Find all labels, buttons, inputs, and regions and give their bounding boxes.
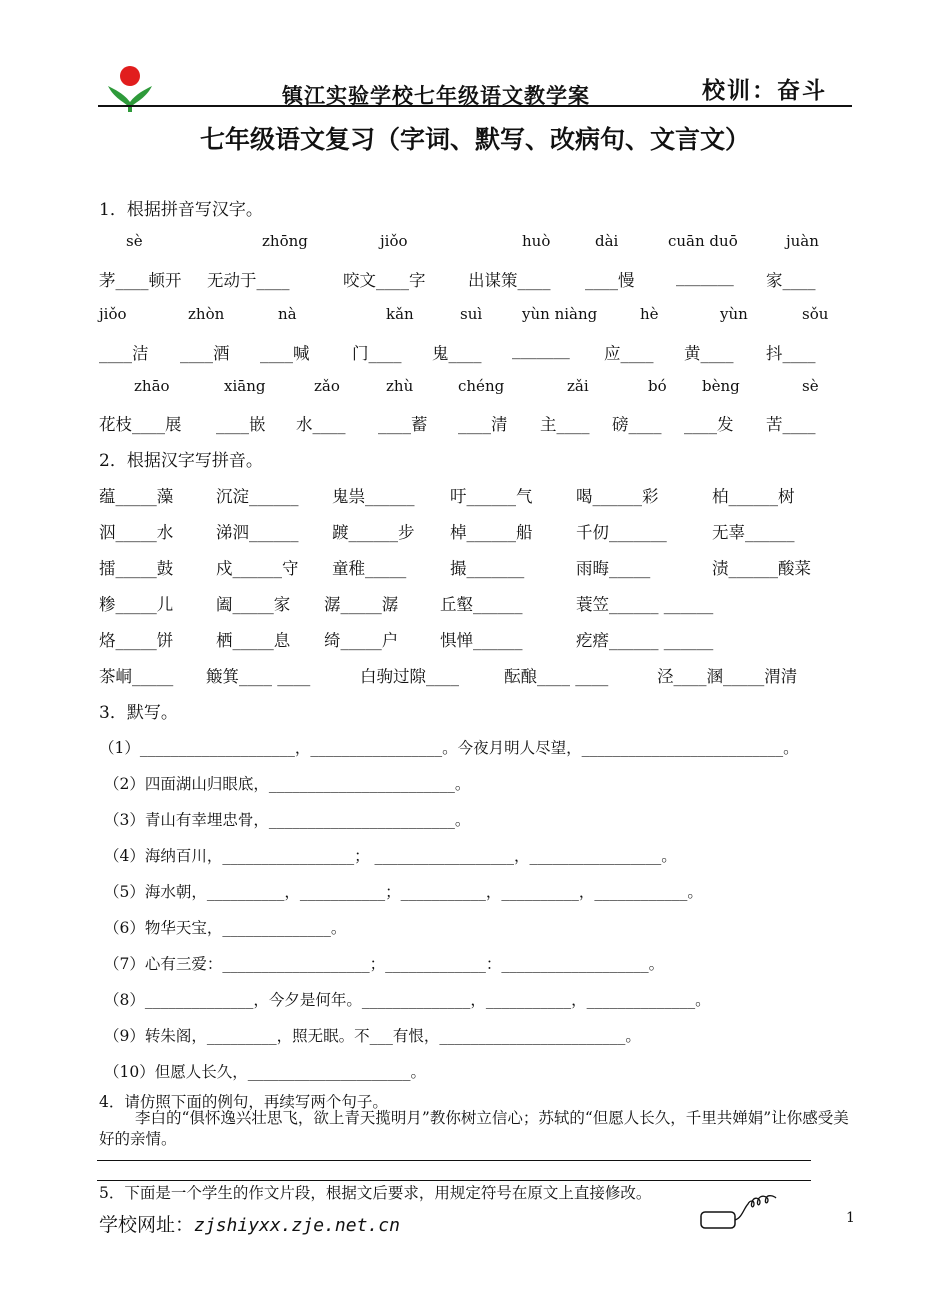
- fill-blank[interactable]: 鬼____: [432, 344, 482, 363]
- document-title: 七年级语文复习（字词、默写、改病句、文言文）: [199, 125, 750, 154]
- fill-blank[interactable]: 苦____: [766, 415, 816, 434]
- school-motto: 校训：奋斗: [702, 77, 827, 104]
- fill-blank[interactable]: 喝______彩: [576, 487, 659, 506]
- fill-blank[interactable]: 棹______船: [450, 523, 533, 542]
- fill-blank[interactable]: 阖_____家: [216, 595, 291, 614]
- answer-line[interactable]: [97, 1160, 811, 1161]
- fill-blank[interactable]: 无辜______: [712, 523, 795, 542]
- fill-blank[interactable]: 烙_____饼: [99, 631, 174, 650]
- fill-blank[interactable]: 黄____: [684, 344, 734, 363]
- section3-title: 3．默写。: [99, 703, 178, 723]
- recitation-line[interactable]: （10）但愿人长久，_____________________。: [104, 1063, 426, 1081]
- recitation-line[interactable]: （8）______________，今夕是何年。______________，___________，______________。: [104, 991, 711, 1009]
- recitation-line[interactable]: （6）物华天宝，______________。: [104, 919, 347, 937]
- fill-blank[interactable]: 沉淀______: [216, 487, 299, 506]
- section5-title: 5．下面是一个学生的作文片段，根据文后要求，用规定符号在原文上直接修改。: [99, 1184, 652, 1202]
- pinyin: yùn: [720, 305, 748, 323]
- fill-blank[interactable]: 茅____顿开: [99, 271, 182, 290]
- fill-blank[interactable]: 簸箕____ ____: [206, 667, 311, 686]
- pinyin: chéng: [458, 377, 505, 395]
- fill-blank[interactable]: ____清: [458, 415, 508, 434]
- pinyin: bó: [648, 377, 667, 395]
- recitation-line[interactable]: （4）海纳百川，_________________； __________________，_________________。: [104, 847, 677, 865]
- pinyin: jiǒo: [380, 232, 408, 250]
- fill-blank[interactable]: 千仞_______: [576, 523, 667, 542]
- fill-blank[interactable]: ____酒: [180, 344, 230, 363]
- pinyin: cuān duō: [668, 232, 738, 250]
- fill-blank[interactable]: 潺_____潺: [324, 595, 399, 614]
- section1-title: 1．根据拼音写汉字。: [99, 200, 263, 220]
- pinyin: suì: [460, 305, 483, 323]
- header-divider: [98, 105, 852, 107]
- fill-blank[interactable]: 撮_______: [450, 559, 525, 578]
- fill-blank[interactable]: 泅_____水: [99, 523, 174, 542]
- school-header-title: 镇江实验学校七年级语文教学案: [282, 83, 590, 108]
- fill-blank[interactable]: 门____: [352, 344, 402, 363]
- fill-blank[interactable]: ____洁: [99, 344, 149, 363]
- pinyin: hè: [640, 305, 659, 323]
- fill-blank[interactable]: 无动于____: [207, 271, 290, 290]
- fill-blank[interactable]: 茶峒_____: [99, 667, 174, 686]
- recitation-line[interactable]: （1）____________________，_________________。今夜月明人尽望，__________________________。: [99, 739, 799, 757]
- website-label: 学校网址：: [99, 1214, 195, 1236]
- fill-blank[interactable]: ____蓄: [378, 415, 428, 434]
- fill-blank[interactable]: 涕泗______: [216, 523, 299, 542]
- fill-blank[interactable]: 吁______气: [450, 487, 533, 506]
- fill-blank[interactable]: 主____: [540, 415, 590, 434]
- recitation-line[interactable]: （2）四面湖山归眼底，________________________。: [104, 775, 471, 793]
- pinyin: zhù: [386, 377, 414, 395]
- fill-blank[interactable]: _______: [512, 340, 570, 359]
- pinyin: yùn niàng: [522, 305, 598, 323]
- fill-blank[interactable]: 应____: [604, 344, 654, 363]
- fill-blank[interactable]: 绮_____户: [324, 631, 399, 650]
- fill-blank[interactable]: 酝酿____ ____: [504, 667, 609, 686]
- fill-blank[interactable]: 泾____溷_____渭清: [657, 667, 798, 686]
- recitation-line[interactable]: （5）海水朝，__________，___________；___________，__________，____________。: [104, 883, 703, 901]
- fill-blank[interactable]: 抖____: [766, 344, 816, 363]
- recitation-line[interactable]: （3）青山有幸埋忠骨，________________________。: [104, 811, 471, 829]
- fill-blank[interactable]: 擂_____鼓: [99, 559, 174, 578]
- fill-blank[interactable]: 戍______守: [216, 559, 299, 578]
- fill-blank[interactable]: 蕴_____藻: [99, 487, 174, 506]
- page-number: 1: [846, 1210, 855, 1226]
- fill-blank[interactable]: ____慢: [585, 271, 635, 290]
- fill-blank[interactable]: ____发: [684, 415, 734, 434]
- fill-blank[interactable]: 白驹过隙____: [360, 667, 459, 686]
- fill-blank[interactable]: 鬼祟______: [332, 487, 415, 506]
- fill-blank[interactable]: 咬文____字: [343, 271, 426, 290]
- recitation-line[interactable]: （9）转朱阁，_________，照无眠。不___有恨，________________________。: [104, 1027, 641, 1045]
- fill-blank[interactable]: 糁_____儿: [99, 595, 174, 614]
- pinyin: dài: [595, 232, 619, 250]
- recitation-line[interactable]: （7）心有三爱：___________________；_____________：___________________。: [104, 955, 665, 973]
- website-url[interactable]: zjshiyxx.zje.net.cn: [194, 1215, 400, 1236]
- pinyin: zǎo: [314, 377, 340, 395]
- pinyin: juàn: [786, 232, 819, 250]
- correction-mark-icon: [698, 1190, 782, 1238]
- fill-blank[interactable]: 踱______步: [332, 523, 415, 542]
- school-website: [99, 1210, 400, 1237]
- pinyin: zhāo: [134, 377, 170, 395]
- fill-blank[interactable]: 渍______酸菜: [712, 559, 811, 578]
- fill-blank[interactable]: ____嵌: [216, 415, 266, 434]
- fill-blank[interactable]: 家____: [766, 271, 816, 290]
- fill-blank[interactable]: 童稚_____: [332, 559, 407, 578]
- fill-blank[interactable]: 柏______树: [712, 487, 795, 506]
- pinyin: kǎn: [386, 305, 414, 323]
- pinyin: jiǒo: [99, 305, 127, 323]
- pinyin: sè: [802, 377, 819, 395]
- section4-title: 4．请仿照下面的例句，再续写两个句子。: [99, 1093, 388, 1111]
- pinyin: sǒu: [802, 305, 829, 323]
- pinyin: nà: [278, 305, 297, 323]
- pinyin: bèng: [702, 377, 740, 395]
- pinyin: zǎi: [567, 377, 589, 395]
- fill-blank[interactable]: ____喊: [260, 344, 310, 363]
- pinyin: sè: [126, 232, 143, 250]
- fill-blank[interactable]: 出谋策____: [468, 271, 551, 290]
- pinyin: zhōng: [262, 232, 308, 250]
- fill-blank[interactable]: 栖_____息: [216, 631, 291, 650]
- fill-blank[interactable]: 水____: [296, 415, 346, 434]
- pinyin: xiāng: [224, 377, 266, 395]
- example-sentence: 李白的“俱怀逸兴壮思飞，欲上青天揽明月”教你树立信心；苏轼的“但愿人长久，千里共婵娟”让你感受美好的亲情。: [99, 1109, 849, 1148]
- fill-blank[interactable]: 疙瘩______ ______: [576, 631, 714, 650]
- fill-blank[interactable]: 雨晦_____: [576, 559, 651, 578]
- section2-title: 2．根据汉字写拼音。: [99, 451, 263, 471]
- fill-blank[interactable]: 惧惮______: [440, 631, 523, 650]
- pinyin: huò: [522, 232, 551, 250]
- fill-blank[interactable]: 花枝____展: [99, 415, 182, 434]
- fill-blank[interactable]: 蓑笠______ ______: [576, 595, 714, 614]
- pinyin: zhòn: [188, 305, 225, 323]
- fill-blank[interactable]: 丘壑______: [440, 595, 523, 614]
- fill-blank[interactable]: 磅____: [612, 415, 662, 434]
- fill-blank[interactable]: _______: [676, 267, 734, 286]
